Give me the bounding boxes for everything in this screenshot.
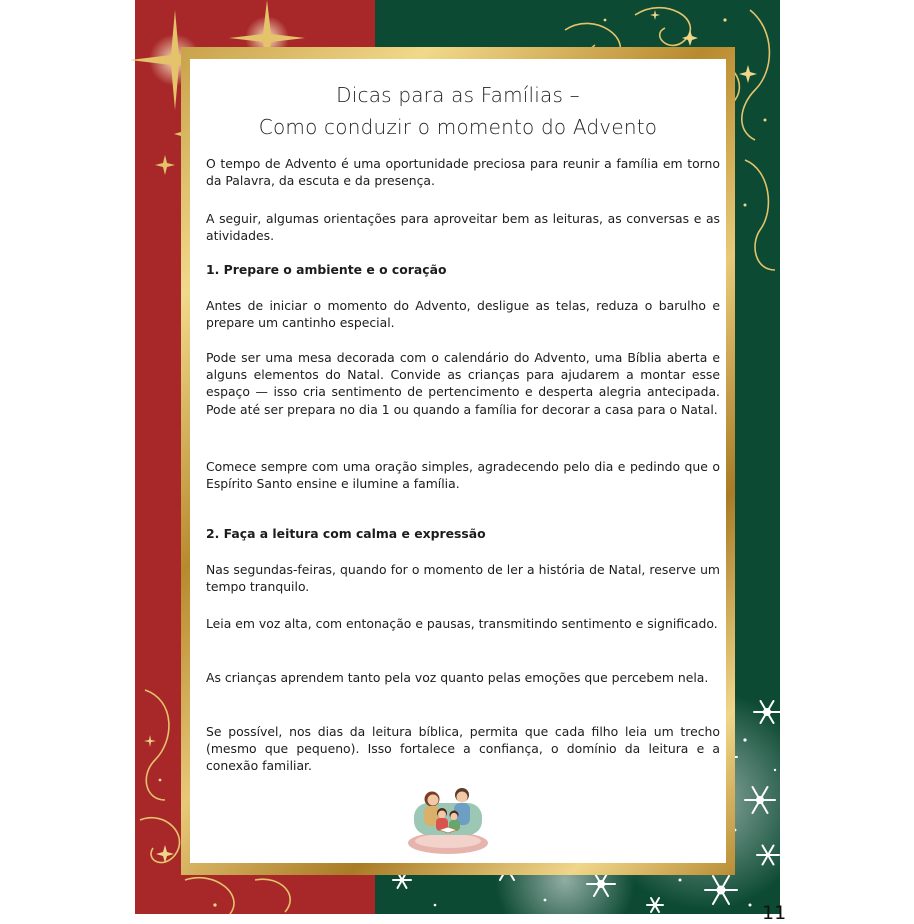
section-heading-2: 2. Faça a leitura com calma e expressão	[206, 526, 486, 541]
section2-paragraph-4: Se possível, nos dias da leitura bíblica, permita que cada filho leia um trecho (mesmo que pequeno). Isso fortalece a confiança, o domínio da leitura e a conexão familiar.	[206, 724, 720, 774]
section2-paragraph-2: Leia em voz alta, com entonação e pausas, transmitindo sentimento e significado.	[206, 616, 718, 631]
page-title-line2: Como conduzir o momento do Advento	[258, 115, 658, 139]
document-page	[135, 0, 787, 924]
gold-frame	[181, 47, 787, 924]
section-heading-1: 1. Prepare o ambiente e o coração	[206, 262, 447, 277]
intro-paragraph-2: A seguir, algumas orientações para aproveitar bem as leituras, as conversas e as atividades.	[206, 211, 720, 244]
family-reading-illustration	[406, 781, 490, 855]
content-area	[190, 59, 787, 924]
section2-paragraph-3: As crianças aprendem tanto pela voz quanto pelas emoções que percebem nela.	[206, 670, 709, 685]
page-number: 11	[762, 902, 787, 924]
section2-paragraph-1: Nas segundas-feiras, quando for o momento de ler a história de Natal, reserve um tempo tranquilo.	[206, 562, 720, 595]
section1-paragraph-2: Pode ser uma mesa decorada com o calendário do Advento, uma Bíblia aberta e alguns elementos do Natal. Convide as crianças para ajudarem a montar esse espaço — isso cria sentimento de pertencimento e desperta alegria antecipada. Pode até ser prepara no dia 1 ou quando a família for decorar a casa para o Natal.	[206, 350, 720, 417]
section1-paragraph-3: Comece sempre com uma oração simples, agradecendo pelo dia e pedindo que o Espírito Santo ensine e ilumine a família.	[206, 459, 720, 492]
page-title-line1: Dicas para as Famílias –	[336, 83, 580, 107]
section1-paragraph-1: Antes de iniciar o momento do Advento, desligue as telas, reduza o barulho e prepare um cantinho especial.	[206, 298, 720, 331]
intro-paragraph: O tempo de Advento é uma oportunidade preciosa para reunir a família em torno da Palavra, da escuta e da presença.	[206, 156, 720, 189]
